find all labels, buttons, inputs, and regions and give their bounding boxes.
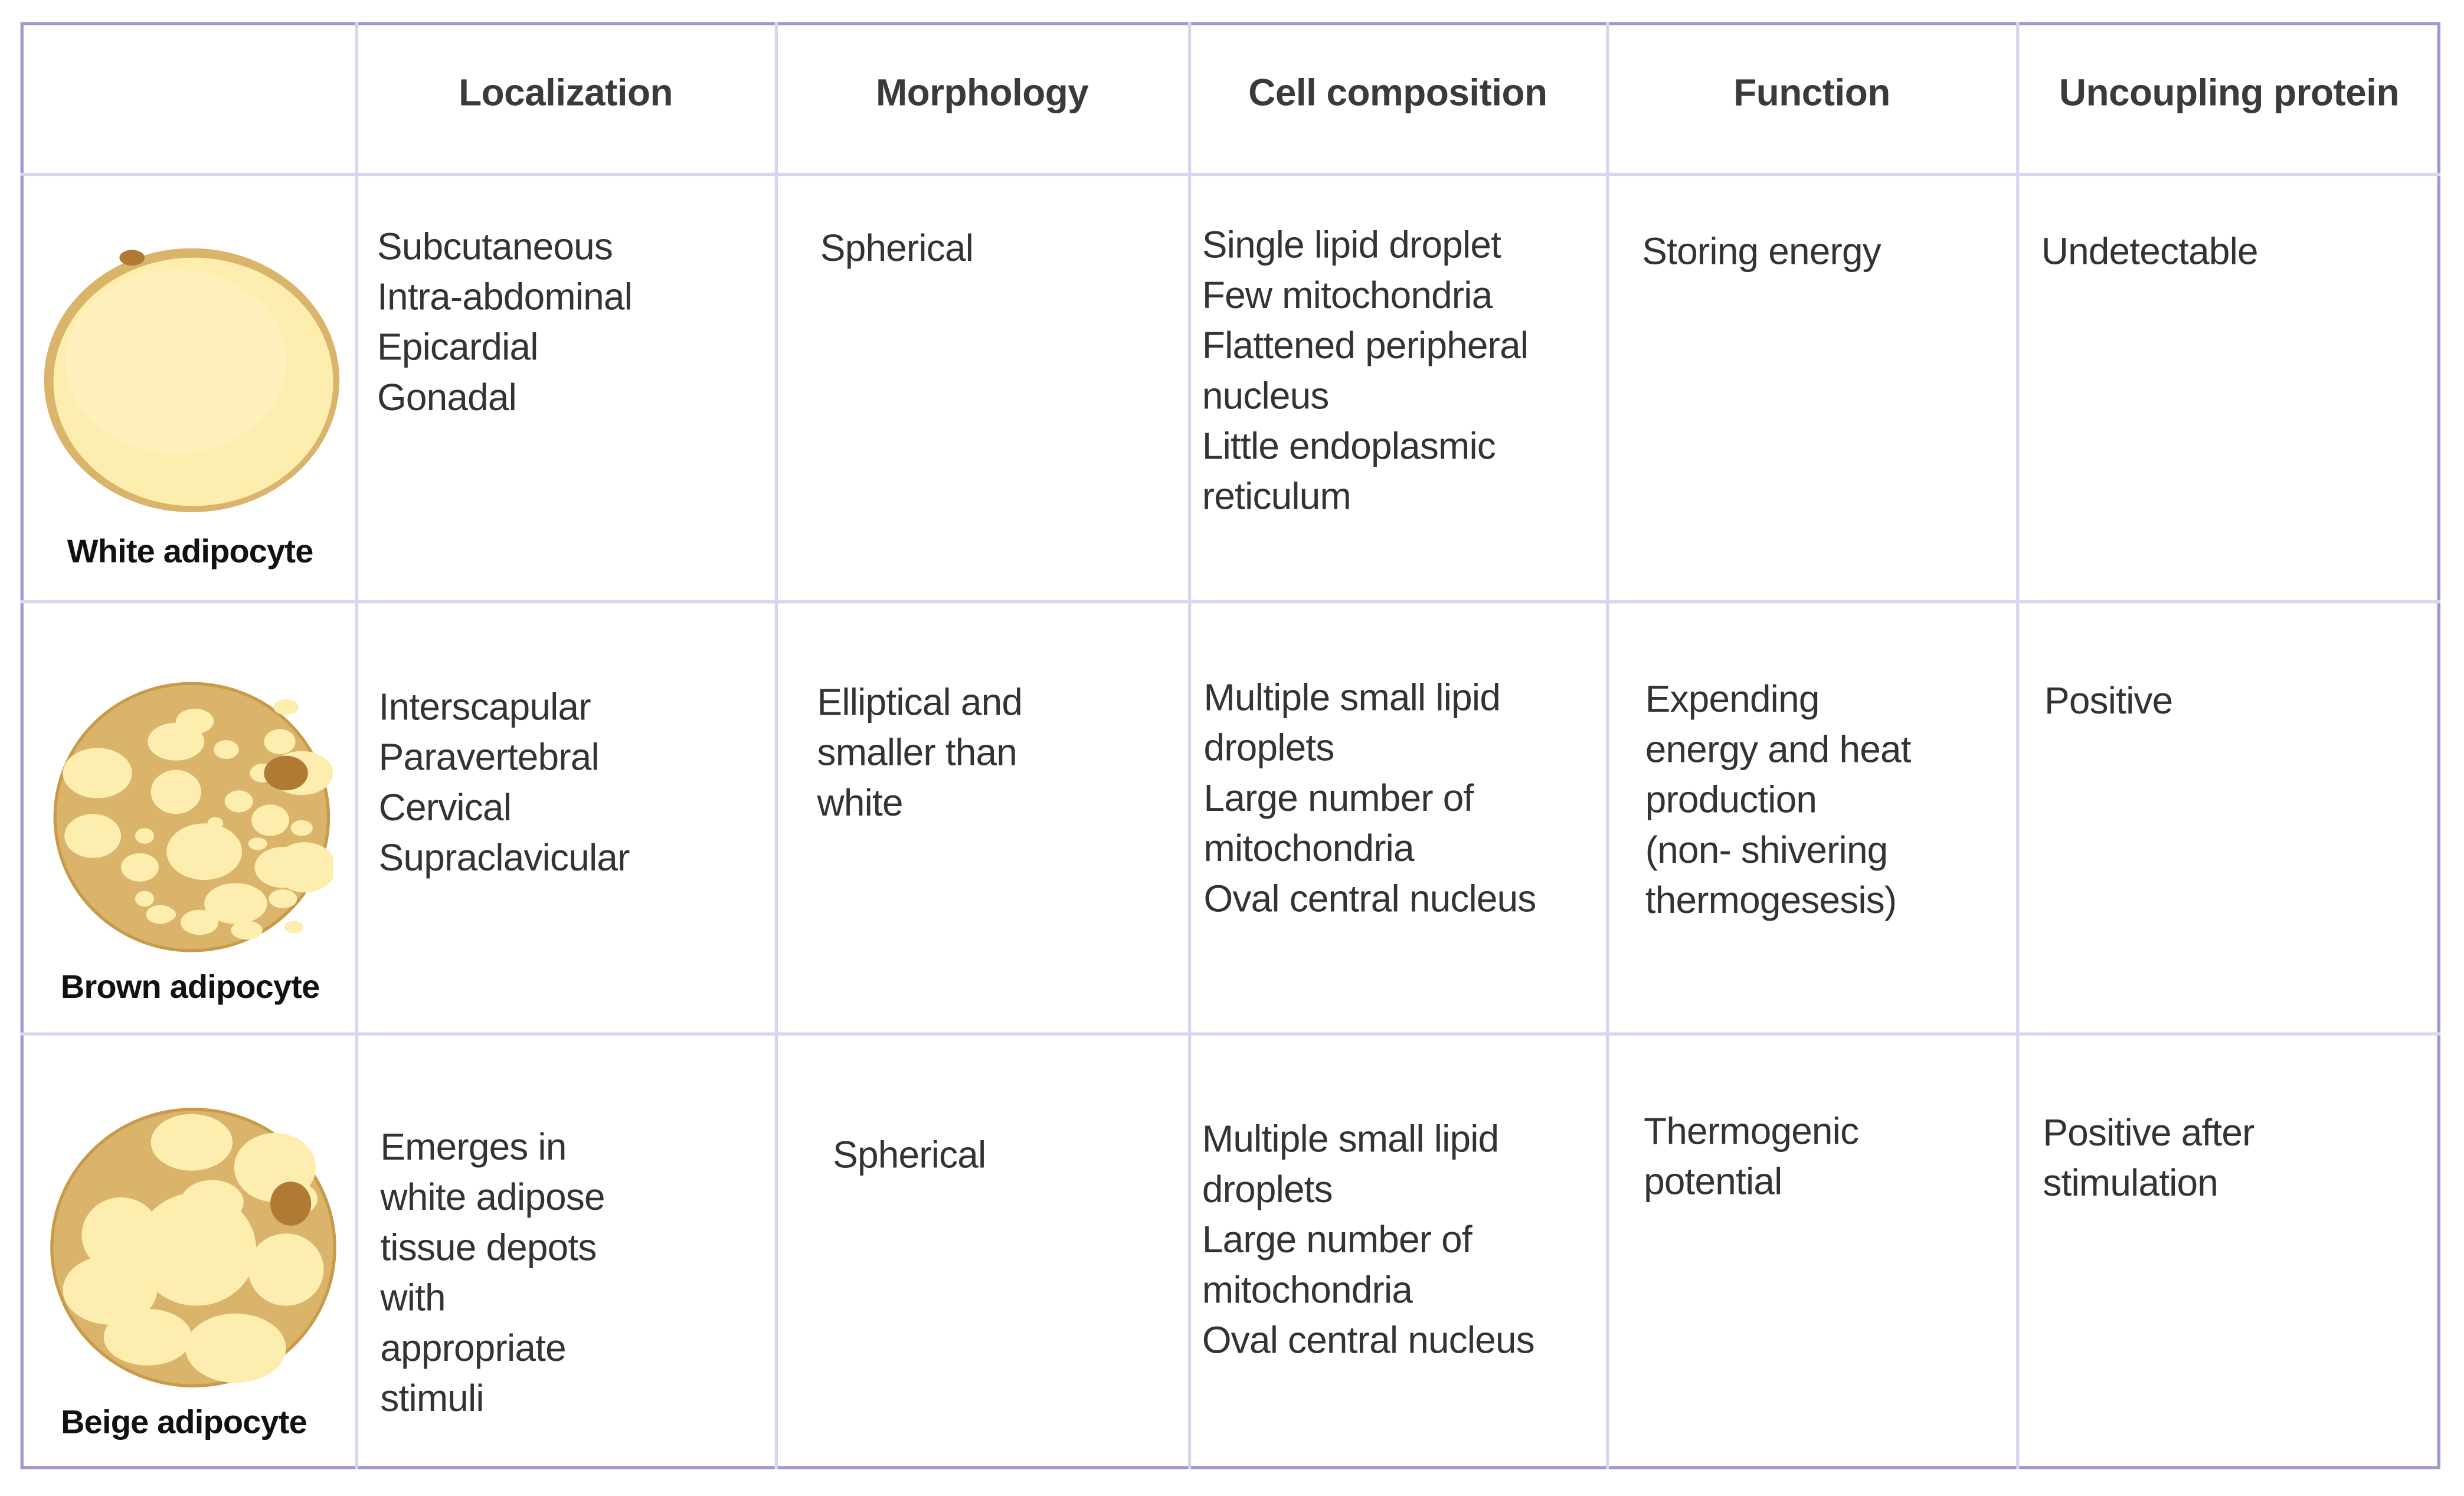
lipid-droplet	[151, 1114, 233, 1171]
lipid-droplet	[93, 1252, 96, 1255]
header-morphology: Morphology	[875, 72, 1089, 115]
white-adipocyte-icon	[35, 235, 349, 522]
cell-line: Undetectable	[2041, 231, 2258, 274]
lipid-droplet	[251, 804, 289, 836]
cell-line: droplets	[1203, 727, 1334, 770]
cell-morphology	[817, 679, 1023, 830]
cell-line: Storing energy	[1642, 231, 1881, 274]
cell-uncoupling-protein	[2044, 677, 2172, 728]
cell-line: white adipose	[380, 1177, 605, 1220]
cell-function	[1645, 676, 1911, 927]
cell-cell-composition	[1202, 1115, 1534, 1367]
cell-line: Subcutaneous	[377, 226, 613, 269]
cell-line: reticulum	[1202, 476, 1351, 519]
cell-line: droplets	[1202, 1168, 1333, 1212]
lipid-droplet	[166, 823, 242, 880]
lipid-droplet	[273, 699, 299, 715]
cell-line: Large number of	[1202, 1219, 1472, 1262]
cell-line: Positive after	[2043, 1112, 2254, 1155]
cell-line: mitochondria	[1203, 828, 1414, 871]
cell-line: Little endoplasmic	[1202, 425, 1496, 469]
cell-line: production	[1645, 779, 1817, 822]
cell-line: with	[380, 1277, 446, 1320]
header-cell-composition: Cell composition	[1248, 72, 1547, 115]
lipid-droplet	[151, 770, 201, 814]
row-divider	[21, 173, 2440, 176]
row-label-white: White adipocyte	[67, 534, 313, 571]
lipid-droplet	[161, 908, 176, 921]
cell-uncoupling-protein	[2041, 228, 2258, 278]
row-divider	[21, 600, 2440, 603]
column-divider	[2016, 22, 2019, 1469]
nucleus	[264, 756, 308, 791]
cell-line: Large number of	[1203, 777, 1474, 820]
lipid-droplet	[284, 921, 303, 933]
cell-uncoupling-protein	[2043, 1109, 2254, 1210]
cell-line: Supraclavicular	[378, 837, 630, 880]
lipid-droplet	[248, 1233, 324, 1305]
lipid-droplet	[135, 891, 154, 907]
lipid-droplet	[225, 790, 253, 812]
lipid-droplet	[185, 1314, 286, 1383]
lipid-droplet	[269, 889, 297, 908]
cell-line: white	[817, 782, 903, 825]
cell-line: Paravertebral	[378, 736, 599, 780]
column-divider	[775, 22, 778, 1469]
lipid-droplet	[231, 921, 262, 939]
cell-morphology	[820, 225, 973, 275]
header-uncoupling-protein: Uncoupling protein	[2059, 72, 2399, 115]
cell-line: Emerges in	[380, 1127, 567, 1169]
cell-line: nucleus	[1202, 375, 1329, 418]
lipid-droplet	[181, 1180, 244, 1225]
header-localization: Localization	[459, 72, 673, 115]
lipid-droplet	[214, 740, 239, 759]
cell-line: Interscapular	[378, 686, 591, 729]
cell-line: Intra-abdominal	[377, 276, 633, 319]
cell-line: potential	[1644, 1161, 1782, 1204]
cell-line: Spherical	[833, 1134, 986, 1177]
cell-line: Epicardial	[377, 326, 538, 369]
cell-function	[1642, 228, 1880, 278]
cell-line: tissue depots	[380, 1227, 597, 1270]
cell-line: Multiple small lipid	[1203, 677, 1501, 720]
cell-line: Few mitochondria	[1202, 274, 1493, 317]
column-divider	[1188, 22, 1191, 1469]
cell-line: Oval central nucleus	[1203, 878, 1536, 921]
lipid-droplet	[63, 748, 132, 798]
lipid-droplet	[135, 828, 154, 844]
cell-function	[1644, 1108, 1858, 1208]
lipid-droplet	[121, 853, 159, 882]
nucleus	[270, 1181, 311, 1226]
cell-morphology	[833, 1131, 986, 1181]
cell-line: Positive	[2044, 680, 2173, 723]
lipid-droplet	[264, 729, 295, 754]
cell-cell-composition	[1202, 221, 1528, 523]
row-label-beige: Beige adipocyte	[61, 1405, 307, 1441]
column-divider	[355, 22, 358, 1469]
cell-line: Oval central nucleus	[1202, 1320, 1534, 1363]
cell-line: Thermogenic	[1644, 1111, 1859, 1154]
cell-line: Gonadal	[377, 377, 517, 420]
cell-line: Expending	[1645, 679, 1820, 722]
row-label-brown: Brown adipocyte	[60, 969, 320, 1006]
lipid-droplet	[207, 817, 223, 830]
row-divider	[21, 1032, 2440, 1035]
lipid-droplet	[248, 837, 267, 850]
lipid-droplet	[181, 910, 218, 935]
lipid-droplet	[104, 1309, 192, 1366]
cell-line: appropriate	[380, 1327, 566, 1370]
cell-line: Single lipid droplet	[1202, 224, 1501, 267]
cell-line: mitochondria	[1202, 1269, 1413, 1312]
cell-line: energy and heat	[1645, 729, 1911, 772]
cell-line: thermogesesis)	[1645, 880, 1897, 922]
lipid-droplet	[291, 820, 313, 836]
cell-line: Elliptical and	[817, 682, 1023, 725]
cell-line: Spherical	[820, 228, 974, 270]
header-function: Function	[1733, 72, 1890, 115]
cell-line: Cervical	[378, 787, 512, 830]
cell-localization	[377, 223, 632, 424]
cell-cell-composition	[1204, 674, 1536, 925]
brown-adipocyte-icon	[50, 679, 333, 955]
cell-line: smaller than	[817, 732, 1017, 775]
cell-line: Flattened peripheral	[1202, 325, 1529, 368]
cell-line: stimulation	[2043, 1163, 2218, 1206]
lipid-droplet	[64, 814, 121, 858]
column-divider	[1606, 22, 1609, 1469]
lipid-droplet	[176, 709, 214, 734]
cell-localization	[379, 683, 630, 885]
beige-adipocyte-icon	[47, 1105, 339, 1391]
cell-line: Multiple small lipid	[1202, 1118, 1499, 1161]
cell-line: stimuli	[380, 1378, 484, 1420]
cell-line: (non- shivering	[1645, 829, 1888, 872]
cell-localization	[380, 1124, 604, 1425]
